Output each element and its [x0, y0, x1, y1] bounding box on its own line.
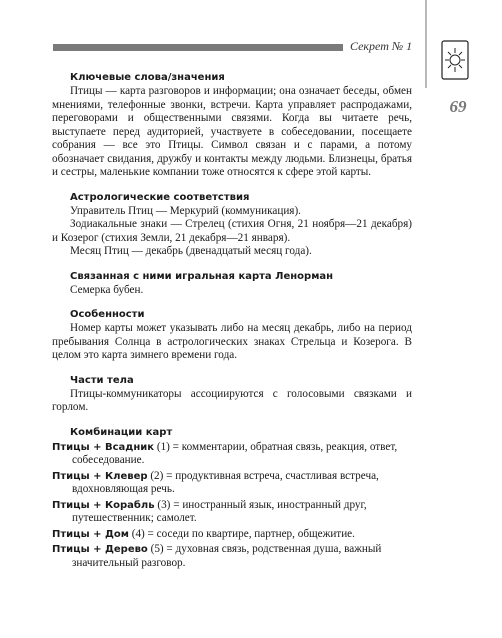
page-number: 69 [449, 97, 467, 116]
section-body-parts [52, 374, 412, 415]
combination-item [52, 528, 412, 542]
combination-number: (5) = [147, 543, 176, 555]
combination-item [52, 441, 412, 468]
section-heading: Особенности [70, 309, 145, 320]
astro-line: Управитель Птиц — Меркурий (коммуникация). [70, 204, 301, 217]
section-heading: Связанная с ними игральная карта Ленорман [70, 270, 334, 282]
astro-line: Месяц Птиц — декабрь (двенадцатый месяц года). [70, 245, 312, 257]
combination-number: (2) = [147, 469, 176, 482]
page-content [52, 71, 412, 581]
astro-line: Зодиакальные знаки — Стрелец (стихия Огня, 21 ноября—21 декабря) и Козерог (стихия Земли, 21 декабря—21 января). [52, 218, 412, 244]
section-keywords [52, 71, 412, 180]
combination-text: соседи по квартире, партнер, общежитие. [156, 527, 355, 540]
combination-number: (3) = [154, 498, 183, 511]
section-heading: Ключевые слова/значения [70, 72, 225, 83]
combination-item [52, 499, 412, 526]
header-bar [53, 44, 343, 51]
section-lenormand [52, 270, 412, 298]
combination-number: (1) = [154, 440, 182, 453]
section-astro [52, 191, 412, 259]
combination-name: Птицы + Дерево [52, 544, 148, 555]
combination-name: Птицы + Дом [52, 528, 129, 540]
section-text: Семерка бубен. [70, 283, 144, 296]
section-heading: Комбинации карт [70, 426, 173, 438]
section-heading: Астрологические соответствия [70, 191, 250, 203]
section-text: Птицы-коммуникаторы ассоциируются с голосовыми связками и горлом. [52, 387, 412, 413]
section-text: Номер карты может указывать либо на месяц декабрь, либо на период пребывания Солнца в астрологических знаках Стрельца и Козерога. В целом это карта зимнего времени года. [52, 322, 412, 361]
section-heading: Части тела [70, 374, 134, 386]
combination-text: комментарии, обратная связь, реакция, ответ, собеседование. [72, 440, 398, 466]
combination-text: иностранный язык, иностранный друг, путешественник; самолет. [72, 498, 367, 524]
combination-name: Птицы + Корабль [52, 499, 155, 511]
combination-text: продуктивная встреча, счастливая встреча, вдохновляющая речь. [72, 469, 379, 495]
combination-item [52, 543, 412, 570]
combination-text: духовная связь, родственная душа, важный значительный разговор. [72, 543, 382, 569]
section-combinations [52, 426, 412, 571]
combination-number: (4) = [128, 527, 157, 540]
page-edge-line [425, 0, 427, 88]
combination-name: Птицы + Клевер [52, 470, 148, 482]
section-text: Птицы — карта разговоров и информации; она означает беседы, обмен мнениями, телефонные звонки, встречи. Карта управляет распродажами, переговорами и общественными связями. Когда вы читаете речь, выступаете перед аудиторией, участвуете в собеседовании, посещаете собрания — все это Птицы. Символ связан и с парами, а потому обозначает свидания, дружбу и контакты между людьми. Близнецы, братья и сестры, маленькие компании тоже относятся к сфере этой карты. [52, 85, 412, 178]
combination-name: Птицы + Всадник [52, 441, 155, 453]
combination-item [52, 470, 412, 497]
running-header-title: Секрет № 1 [350, 39, 413, 53]
card-corner-icon [440, 40, 470, 80]
section-features [52, 308, 412, 363]
